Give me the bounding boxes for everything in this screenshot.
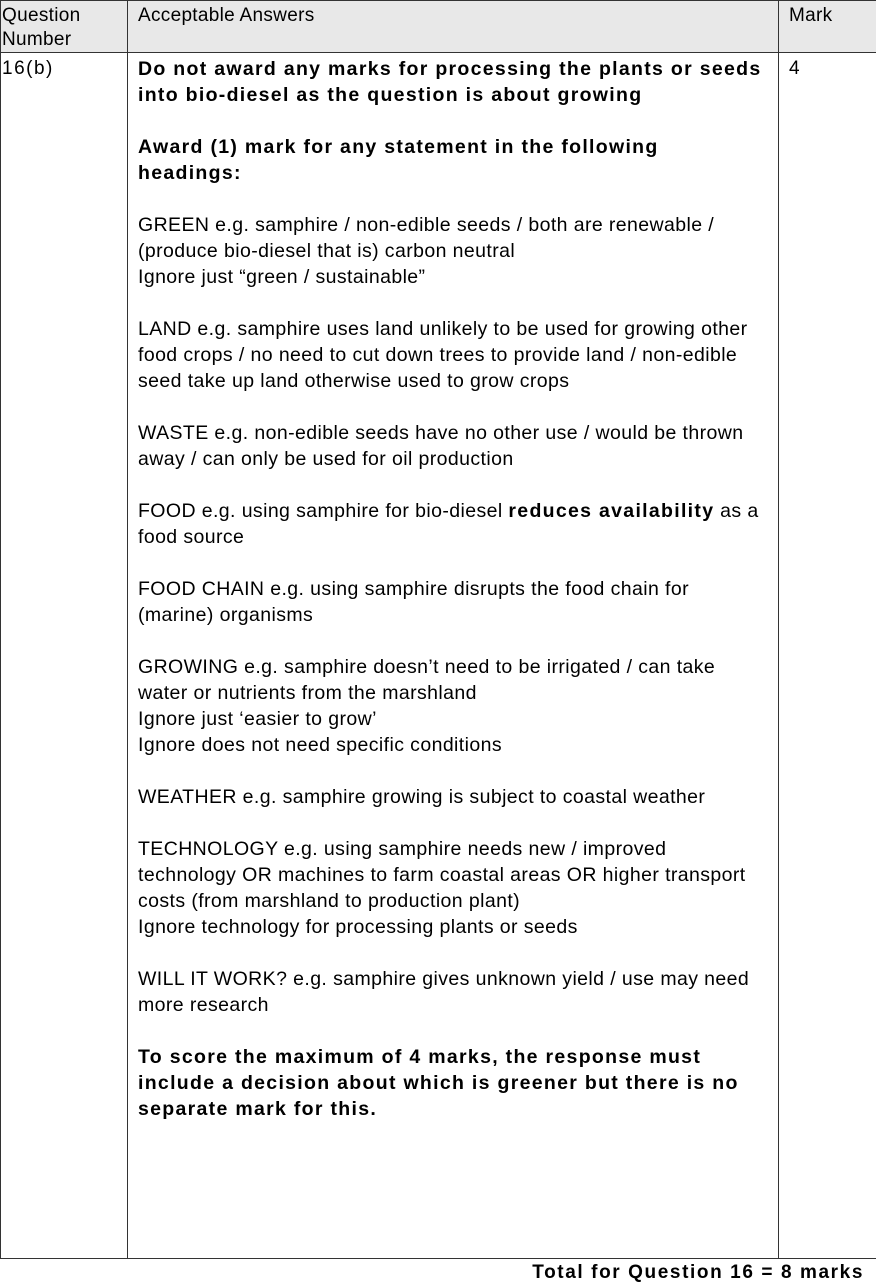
- acceptable-answers: [128, 53, 779, 1259]
- section-green: [138, 212, 768, 290]
- intro-instruction: Do not award any marks for processing the plants or seeds into bio-diesel as the question is about growing: [138, 58, 762, 106]
- question-number: 16(b): [1, 53, 128, 1259]
- section-food-chain-line: FOOD CHAIN e.g. using samphire disrupts the food chain for (marine) organisms: [138, 578, 690, 626]
- section-weather: [138, 784, 768, 810]
- section-food-chain: [138, 576, 768, 628]
- section-will-it-work-line: WILL IT WORK? e.g. samphire gives unknown yield / use may need more research: [138, 968, 750, 1016]
- section-food-suffix: as a food source: [138, 500, 759, 548]
- section-land-line: LAND e.g. samphire uses land unlikely to be used for growing other food crops / no need to cut down trees to provide land / non-edible seed take up land otherwise used to grow crops: [138, 318, 748, 392]
- section-will-it-work: [138, 966, 768, 1018]
- section-waste-line: WASTE e.g. non-edible seeds have no other use / would be thrown away / can only be used for oil production: [138, 422, 744, 470]
- section-food: [138, 498, 768, 550]
- section-technology-ignore: Ignore technology for processing plants or seeds: [138, 916, 578, 938]
- header-question-number: Question Number: [1, 1, 128, 53]
- conclusion-instruction: To score the maximum of 4 marks, the response must include a decision about which is greener but there is no separate mark for this.: [138, 1046, 739, 1120]
- section-growing-ignore-1: Ignore just ‘easier to grow’: [138, 708, 377, 730]
- award-instruction: Award (1) mark for any statement in the following headings:: [138, 136, 659, 184]
- header-acceptable-answers: Acceptable Answers: [128, 1, 779, 53]
- section-food-prefix: FOOD e.g. using samphire for bio-diesel: [138, 500, 509, 522]
- section-growing-ignore-2: Ignore does not need specific conditions: [138, 734, 502, 756]
- section-green-ignore: Ignore just “green / sustainable”: [138, 266, 426, 288]
- mark-value: 4: [779, 53, 876, 1259]
- section-food-emphasis: reduces availability: [508, 500, 715, 522]
- section-technology: [138, 836, 768, 940]
- section-weather-line: WEATHER e.g. samphire growing is subject to coastal weather: [138, 786, 706, 808]
- section-waste: [138, 420, 768, 472]
- section-land: [138, 316, 768, 394]
- section-green-line: GREEN e.g. samphire / non-edible seeds / both are renewable / (produce bio-diesel that is) carbon neutral: [138, 214, 715, 262]
- table-row: [1, 53, 876, 1259]
- section-technology-line: TECHNOLOGY e.g. using samphire needs new / improved technology OR machines to farm coastal areas OR higher transport costs (from marshland to production plant): [138, 838, 746, 912]
- question-total: Total for Question 16 = 8 marks: [532, 1262, 864, 1283]
- section-growing-line: GROWING e.g. samphire doesn’t need to be irrigated / can take water or nutrients from the marshland: [138, 656, 716, 704]
- table-header-row: [1, 1, 876, 53]
- header-mark: Mark: [779, 1, 876, 53]
- section-growing: [138, 654, 768, 758]
